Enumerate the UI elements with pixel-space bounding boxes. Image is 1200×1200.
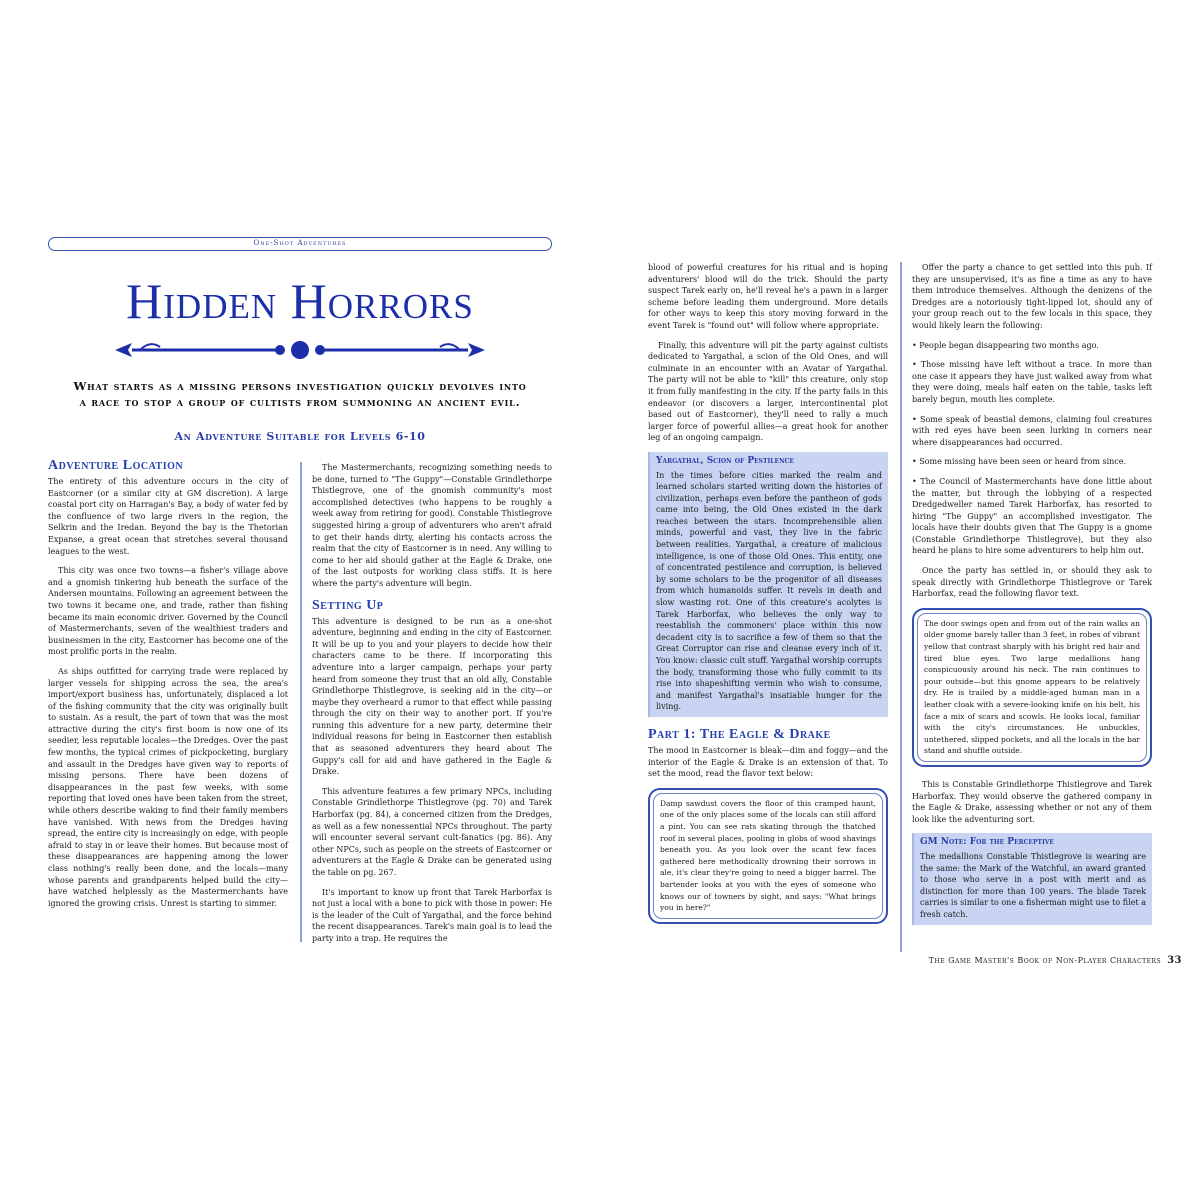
paragraph: The Mastermerchants, recognizing something needs to be done, turned to "The Guppy"—Constable Grindlethorpe Thistlegrove, one of the gnomish community's most accomplished detectives (who happens to be roughly a week away from retiring for good). Constable Thistlegrove suggested hiring a group of adventurers who aren't afraid to get their hands dirty, alerting his contacts across the realm that the city of Eastcorner is in need. Any willing to come to her aid should gather at the Eagle & Drake, one of the last outposts for working class stiffs. It is here where the party's adventure will begin. [312,463,552,588]
sidebar-yargathal [648,452,888,717]
paragraph: blood of powerful creatures for his ritual and is hoping adventurers' blood will do the trick. Should the party suspect Tarek early on, he'll reveal he's a pawn in a larger scheme before leading them underground. More details for other ways to keep this story moving forward in the event Tarek is "found out" will follow where appropriate. [648,263,888,330]
column-divider [300,462,302,942]
footer-book-title: The Game Master's Book of Non-Player Characters [928,956,1162,965]
paragraph: Offer the party a chance to get settled into this pub. If they are unsupervised, it's as fine a time as any to have them introduce themselves. Although the denizens of the Dredges are a notoriously tight-lipped lot, should any of your group reach out to the few locals in this space, they would likely learn the following: [912,263,1152,330]
page-title: Hidden Horrors [126,273,474,329]
paragraph: Once the party has settled in, or should they ask to speak directly with Grindlethorpe Thistlegrove or Tarek Harborfax, read the following flavor text. [912,566,1152,599]
paragraph: This is Constable Grindlethorpe Thistlegrove and Tarek Harborfax. They would observe the gathered company in the Eagle & Drake, assessing whether or not any of them look like the adventuring sort. [912,779,1152,824]
sidebar-body: In the times before cities marked the realm and learned scholars started writing down the histories of civilization, perhaps even before the pantheon of gods came into being, the Old Ones existed in the dark reaches between the stars. Incomprehensible alien minds, powerful and vast, they live in the fabric between realities. Yargathal, a creature of malicious intelligence, is one of those Old Ones. This entity, one of concentrated pestilence and corruption, is believed by some scholars to be the progenitor of all diseases from which humanoids suffer. It revels in death and slow wasting rot. One of this creature's acolytes is Tarek Harborfax, who believes the only way to reestablish the commoners' place within this now decadent city is to sacrifice a few of them so that the Great Corruptor can rise and cleanse every inch of it. You know: classic cult stuff. Yargathal worship corrupts the body, transforming those who fully commit to its rise into shapeshifting vermin who wish to consume, and manifest Yargathal's insatiable hunger for the living. [656,470,882,712]
flavor-text-box: Damp sawdust covers the floor of this cramped haunt, one of the only places some of the locals can still afford a pint. You can see rats skating through the thatched roof in several places, pooling in globs of wood shavings beneath you. As you look over the scant few faces gathered here methodically drowning their sorrows in ale, it's clear they're going to need a bigger barrel. The bartender looks at you with the eyes of someone who knows our of towners by sight, and says: "What brings you in here?" [648,788,888,924]
paragraph: The mood in Eastcorner is bleak—dim and foggy—and the interior of the Eagle & Drake is an extension of that. To set the mood, read the flavor text below: [648,745,888,779]
sidebar-body: The medallions Constable Thistlegrove is wearing are the same: the Mark of the Watchful, an award granted to those who serve in a post with merit and as distinction for more than 100 years. The blade Tarek carries is similar to one a fisherman might use to filet a fresh catch. [920,851,1146,919]
left-column-1 [48,458,288,917]
right-column-2 [912,262,1152,935]
paragraph: As ships outfitted for carrying trade were replaced by larger vessels for shipping across the sea, the area's import/export business has, unfortunately, displaced a lot of the fishing community that the city was originally built to sustain. As a result, the part of town that was the most attractive during the city's first boom is now one of its seedier, less reputable locales—the Dredges. Over the past few months, the typical crimes of pickpocketing, burglary and assault in the Dredges have given way to reports of missing persons. There have been dozens of disappearances in the past few weeks, with some reporting that loved ones have been taken from the street, while others describe waking to find their family members have vanished. With news from the Dredges having spread, the entire city is increasingly on edge, with people afraid to stay in or leave their homes. But because most of these disappearances are happening among the lower class nothing's really been done, and the locals—many whose parents and grandparents helped build the city—have watched helplessly as the Mastermerchants have ignored the growing crisis. Unrest is starting to simmer. [48,666,288,908]
heading-part-1: Part 1: The Eagle & Drake [648,726,831,742]
bullet-item: • Some speak of beastial demons, claiming foul creatures with red eyes have been seen lurking in corners near where disappearances had occurred. [912,414,1152,447]
flavor-text-box: The door swings open and from out of the rain walks an older gnome barely taller than 3 feet, in robes of vibrant yellow that contrast sharply with his bright red hair and tired blue eyes. Two large medallions hang conspicuously around his neck. The rain continues to pour outside—but this gnome appears to be relatively dry. He is trailed by a middle-aged human man in a leather cloak with a severe-looking knife on his belt, his face a mix of scars and scowls. He looks local, familiar with the city's circumstances. He unbuckles, untethered, slipped pockets, and all the locals in the bar stand and shuffle outside. [912,608,1152,767]
adventure-subtitle: What starts as a missing persons investigation quickly devolves into a race to stop a group of cultists from summoning an ancient evil. [73,379,527,409]
paragraph: Finally, this adventure will pit the party against cultists dedicated to Yargathal, a scion of the Old Ones, and will culminate in an encounter with an Avatar of Yargathal. The party will not be able to "kill" this creature, only stop it from fully manifesting in the city. If the party fails in this endeavor (or discovers a larger, intercontinental plot based out of Eastcorner), they'll need to rally a much larger force of powerful allies—a great hook for another leg of an ongoing campaign. [648,340,888,443]
right-column-1 [648,262,888,936]
paragraph: This city was once two towns—a fisher's village above and a gnomish tinkering hub beneath the surface of the Andersen mountains. Following an agreement between the two towns it became one, and trade, rather than fishing became its main economic driver. Governed by the Council of Mastermerchants, seven of the wealthiest traders and businessmen in the city, Eastcorner has become one of the most prolific ports in the realm. [48,566,288,657]
page-number: 33 [1167,955,1182,966]
page-footer [929,955,1182,966]
bullet-item: • People began disappearing two months ago. [912,340,1099,350]
flourish-divider-icon [110,337,490,363]
bullet-item: • Those missing have left without a trace. In more than one case it appears they have just walked away from what they were doing, meals half eaten on the table, tasks left barely begun, mouth lies complete. [912,360,1152,404]
section-banner: One-Shot Adventures [48,237,552,251]
level-range: An Adventure Suitable for Levels 6-10 [174,430,426,443]
paragraph: This adventure features a few primary NPCs, including Constable Grindlethorpe Thistlegrove (pg. 70) and Tarek Harborfax (pg. 84), a concerned citizen from the Dredges, as well as a few nonessential NPCs throughout. The party will encounter several servant cult-fanatics (pg. 86). Any other NPCs, such as people on the streets of Eastcorner or adventurers at the Eagle & Drake can be generated using the table on pg. 267. [312,786,552,877]
heading-adventure-location: Adventure Location [48,458,184,473]
column-divider [900,262,902,952]
paragraph: It's important to know up front that Tarek Harborfax is not just a local with a bone to pick with those in power: He is the leader of the Cult of Yargathal, and the force behind the recent disappearances. Tarek's main goal is to lead the party into a trap. He requires the [312,887,552,943]
sidebar-title: Yargathal, Scion of Pestilence [656,455,794,466]
bullet-item: • Some missing have been seen or heard from since. [912,457,1127,467]
sidebar-title: GM Note: For the Perceptive [920,837,1054,848]
heading-setting-up: Setting Up [312,597,384,613]
bullet-item: • The Council of Mastermerchants have done little about the matter, but through the lobbying of a respected Dredgedweller named Tarek Harborfax, has resorted to hiring "The Guppy" an accomplished investigator. The locals have their doubts given that The Guppy is a gnome (Constable Grindlethorpe Thistlegrove), but they also heard he plans to hire some adventurers to help him out. [912,476,1152,556]
sidebar-gm-note [912,833,1152,924]
paragraph: The entirety of this adventure occurs in the city of Eastcorner (or a similar city at GM discretion). A large coastal port city on Harragan's Bay, a body of water fed by the confluence of two large rivers in the region, the Selkrin and the Iredan. Beyond the bay is the Thetorian Expanse, a great ocean that stretches several thousand leagues to the west. [48,477,288,556]
left-column-2 [312,462,552,953]
paragraph: This adventure is designed to be run as a one-shot adventure, beginning and ending in the city of Eastcorner. It will be up to you and your players to decide how their characters came to be there. If incorporating this adventure into a larger campaign, perhaps your party heard from someone they trust that an old ally, Constable Grindlethorpe Thistlegrove, is seeking aid in the city—or maybe they overheard a rumor to that effect while passing through the city on their way to another port. If you're running this adventure for a new party, determine their individual reasons for being in Eastcorner then establish that as seasoned adventurers they heard about The Guppy's call for aid and have gathered in the Eagle & Drake. [312,616,552,777]
right-page [600,0,1200,1200]
